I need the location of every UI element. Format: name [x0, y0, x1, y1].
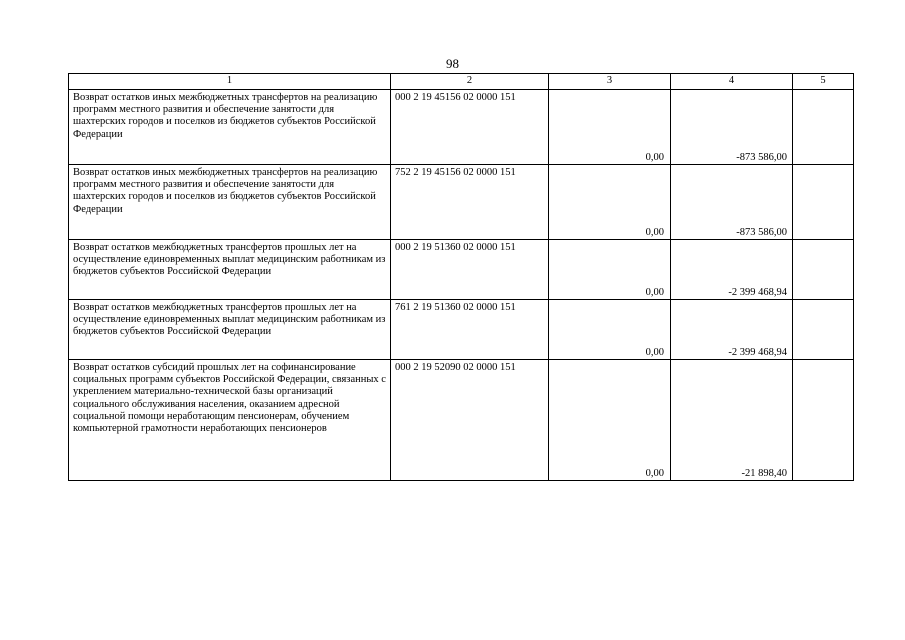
row-code: 752 2 19 45156 02 0000 151	[391, 165, 549, 240]
row-col5-value	[793, 300, 854, 360]
row-col3-value: 0,00	[549, 90, 671, 165]
row-col5-value	[793, 240, 854, 300]
row-col3-value: 0,00	[549, 165, 671, 240]
row-col5-value	[793, 165, 854, 240]
row-code: 000 2 19 45156 02 0000 151	[391, 90, 549, 165]
row-col3-value: 0,00	[549, 240, 671, 300]
row-col4-value: -2 399 468,94	[671, 300, 793, 360]
budget-table	[68, 73, 854, 481]
row-name: Возврат остатков субсидий прошлых лет на софинансирование социальных программ субъектов Российской Федерации, связанных с укреплением материально-технической базы организаций социального обслуживания населения, оказанием адресной социальной помощи неработающим пенсионерам, обучением компьютерной грамотности неработающих пенсионеров	[69, 360, 391, 481]
row-code: 000 2 19 51360 02 0000 151	[391, 240, 549, 300]
row-col4-value: -873 586,00	[671, 90, 793, 165]
row-code: 761 2 19 51360 02 0000 151	[391, 300, 549, 360]
page-number: 98	[446, 56, 459, 71]
table-row	[69, 360, 854, 481]
column-header-5: 5	[793, 74, 854, 90]
row-name: Возврат остатков межбюджетных трансфертов прошлых лет на осуществление единовременных выплат медицинским работникам из бюджетов субъектов Российской Федерации	[69, 300, 391, 360]
row-code: 000 2 19 52090 02 0000 151	[391, 360, 549, 481]
column-header-1: 1	[69, 74, 391, 90]
row-name: Возврат остатков межбюджетных трансфертов прошлых лет на осуществление единовременных выплат медицинским работникам из бюджетов субъектов Российской Федерации	[69, 240, 391, 300]
row-col5-value	[793, 90, 854, 165]
row-col4-value: -21 898,40	[671, 360, 793, 481]
table-row	[69, 240, 854, 300]
row-col5-value	[793, 360, 854, 481]
row-name: Возврат остатков иных межбюджетных трансфертов на реализацию программ местного развития и обеспечение занятости для шахтерских городов и поселков из бюджетов субъектов Российской Федерации	[69, 165, 391, 240]
row-col3-value: 0,00	[549, 360, 671, 481]
column-header-4: 4	[671, 74, 793, 90]
table-row	[69, 300, 854, 360]
column-header-3: 3	[549, 74, 671, 90]
row-col4-value: -873 586,00	[671, 165, 793, 240]
column-header-2: 2	[391, 74, 549, 90]
table-row	[69, 90, 854, 165]
table-header-row	[69, 74, 854, 90]
row-col3-value: 0,00	[549, 300, 671, 360]
row-name: Возврат остатков иных межбюджетных трансфертов на реализацию программ местного развития и обеспечение занятости для шахтерских городов и поселков из бюджетов субъектов Российской Федерации	[69, 90, 391, 165]
table-row	[69, 165, 854, 240]
row-col4-value: -2 399 468,94	[671, 240, 793, 300]
